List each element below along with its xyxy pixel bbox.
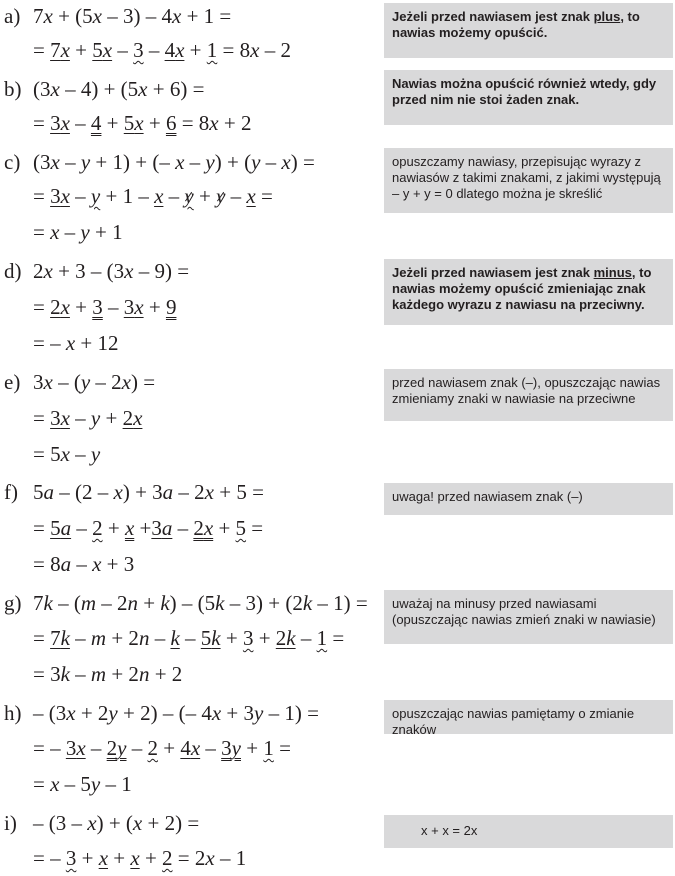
expr-f-1: 5a – (2 – x) + 3a – 2x + 5 = [33,480,264,504]
label-f: f) [4,480,18,504]
expr-h-2: = – 3x – 2y – 2 + 4x – 3y + 1 = [33,736,291,760]
expr-f-3: = 8a – x + 3 [33,552,135,576]
expr-d-1: 2x + 3 – (3x – 9) = [33,259,190,283]
expr-b-2: = 3x – 4 + 5x + 6 = 8x + 2 [33,111,252,135]
note-b: Nawias można opuścić również wtedy, gdy przed nim nie stoi żaden znak. [384,70,673,125]
expr-d-3: = – x + 12 [33,331,119,355]
expr-e-3: = 5x – y [33,442,101,466]
note-g: uważaj na minusy przed nawiasami (opuszczając nawias zmień znaki w nawiasie) [384,590,673,644]
expr-b-1: (3x – 4) + (5x + 6) = [33,77,205,101]
note-f: uwaga! przed nawiasem znak (–) [384,483,673,515]
expr-i-2: = – 3 + x + x + 2 = 2x – 1 [33,846,247,870]
expr-e-1: 3x – (y – 2x) = [33,370,156,394]
expr-c-2: = 3x – y + 1 – x – y + y – x = [33,184,273,208]
note-c: opuszczamy nawiasy, przepisując wyrazy z nawiasów z takimi znakami, z jakimi występują – y + y = 0 dlatego można je skreślić [384,148,673,213]
label-e: e) [4,370,21,394]
expr-f-2: = 5a – 2 + x +3a – 2x + 5 = [33,516,264,540]
expr-e-2: = 3x – y + 2x [33,406,143,430]
expr-a-2: = 7x + 5x – 3 – 4x + 1 = 8x – 2 [33,38,291,62]
expr-a-1: 7x + (5x – 3) – 4x + 1 = [33,4,232,28]
expr-h-3: = x – 5y – 1 [33,772,132,796]
label-a: a) [4,4,21,28]
label-c: c) [4,150,21,174]
expr-i-1: – (3 – x) + (x + 2) = [33,811,200,835]
note-h: opuszczając nawias pamiętamy o zmianie znaków [384,700,673,734]
label-b: b) [4,77,22,101]
label-h: h) [4,701,22,725]
expr-c-1: (3x – y + 1) + (– x – y) + (y – x) = [33,150,315,174]
expr-h-1: – (3x + 2y + 2) – (– 4x + 3y – 1) = [33,701,319,725]
label-i: i) [4,811,17,835]
note-d: Jeżeli przed nawiasem jest znak minus, to nawias możemy opuścić zmieniając znak każdego wyrazu z nawiasu na przeciwny. [384,259,673,325]
note-i: x + x = 2x [384,815,673,848]
label-d: d) [4,259,22,283]
label-g: g) [4,591,22,615]
note-e: przed nawiasem znak (–), opuszczając nawias zmieniamy znaki w nawiasie na przeciwne [384,369,673,421]
expr-c-3: = x – y + 1 [33,220,123,244]
note-a: Jeżeli przed nawiasem jest znak plus, to nawias możemy opuścić. [384,3,673,58]
expr-g-2: = 7k – m + 2n – k – 5k + 3 + 2k – 1 = [33,626,345,650]
expr-g-1: 7k – (m – 2n + k) – (5k – 3) + (2k – 1) = [33,591,368,615]
expr-d-2: = 2x + 3 – 3x + 9 [33,295,177,319]
expr-g-3: = 3k – m + 2n + 2 [33,662,183,686]
